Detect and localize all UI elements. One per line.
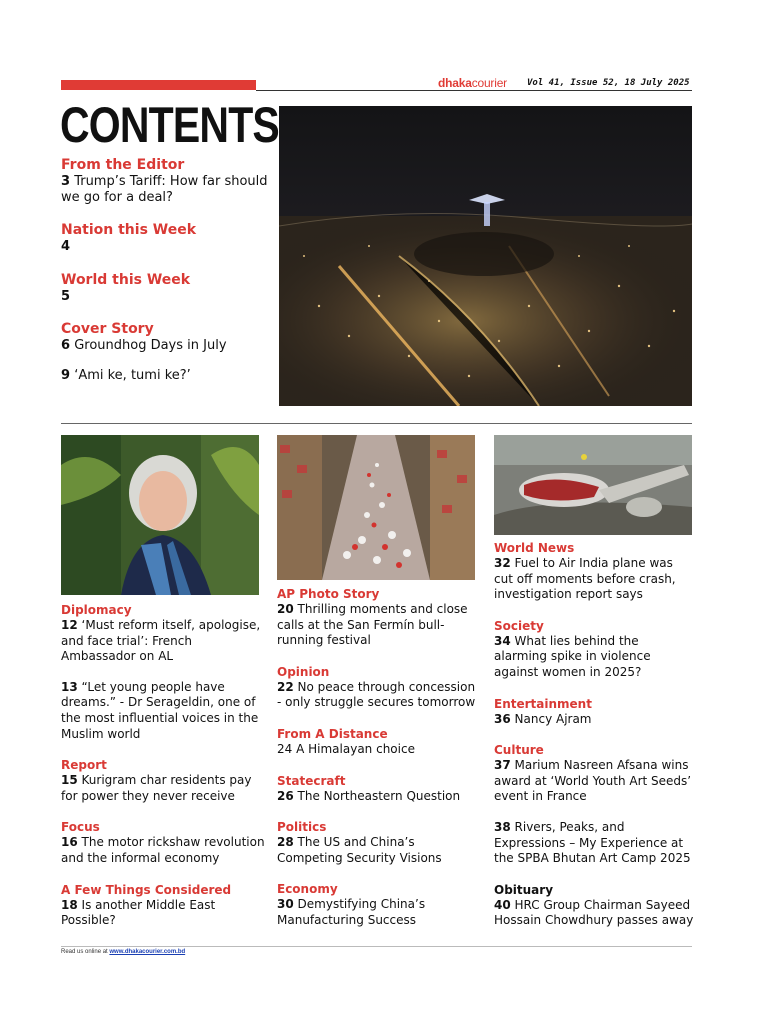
section-divider bbox=[61, 423, 692, 424]
page-title: CONTENTS bbox=[60, 97, 279, 153]
toc-item[interactable]: 12 ‘Must reform itself, apologise, and face trial’: French Ambassador on AL bbox=[61, 618, 261, 664]
section-heading-economy: Economy bbox=[277, 882, 338, 897]
section-heading-focus: Focus bbox=[61, 820, 100, 835]
section-from-editor bbox=[61, 156, 271, 205]
toc-item[interactable]: 5 bbox=[61, 288, 71, 304]
column-3 bbox=[494, 540, 694, 929]
toc-item[interactable]: 37 Marium Nasreen Afsana wins award at ‘World Youth Art Seeds’ event in France bbox=[494, 758, 692, 804]
toc-item[interactable]: 38 Rivers, Peaks, and Expressions – My Experience at the SPBA Bhutan Art Camp 2025 bbox=[494, 819, 691, 866]
section-cover-story bbox=[61, 320, 271, 383]
column-2 bbox=[277, 586, 482, 929]
toc-item[interactable]: 9 ‘Ami ke, tumi ke?’ bbox=[61, 367, 191, 383]
footer: Read us online at www.dhakacourier.com.bd bbox=[61, 949, 186, 955]
section-heading: World this Week bbox=[61, 271, 191, 288]
section-heading-world-news: World News bbox=[494, 541, 575, 555]
toc-item[interactable]: 6 Groundhog Days in July bbox=[61, 338, 227, 353]
toc-item[interactable]: 18 Is another Middle East Possible? bbox=[61, 897, 216, 928]
section-heading-opinion: Opinion bbox=[277, 664, 330, 679]
toc-item[interactable]: 40 HRC Group Chairman Sayeed Hossain Chowdhury passes away bbox=[494, 897, 694, 928]
toc-item[interactable]: 22 No peace through concession - only struggle secures tomorrow bbox=[277, 679, 476, 710]
section-heading-from-distance: From A Distance bbox=[277, 726, 388, 741]
toc-item[interactable]: 30 Demystifying China’s Manufacturing Success bbox=[277, 897, 426, 927]
diplomacy-photo bbox=[61, 435, 259, 595]
header-rule bbox=[256, 90, 692, 91]
toc-item[interactable]: 26 The Northeastern Question bbox=[277, 788, 461, 803]
cover-photo-night-city bbox=[279, 106, 692, 406]
toc-item[interactable]: 34 What lies behind the alarming spike in violence against women in 2025? bbox=[494, 633, 651, 679]
toc-item[interactable]: 13 “Let young people have dreams.” - Dr Serageldin, one of the most influential voices in the Muslim world bbox=[61, 679, 259, 741]
section-heading-culture: Culture bbox=[494, 743, 544, 758]
toc-item[interactable]: 3 Trump’s Tariff: How far should we go for a deal? bbox=[61, 174, 268, 205]
toc-item[interactable]: 28 The US and China’s Competing Security Visions bbox=[277, 835, 442, 865]
section-heading: Nation this Week bbox=[61, 222, 197, 238]
toc-item[interactable]: 20 Thrilling moments and close calls at the San Fermín bull-running festival bbox=[277, 602, 468, 648]
header-accent-bar bbox=[61, 80, 256, 90]
world-news-photo bbox=[494, 435, 692, 535]
section-heading: From the Editor bbox=[61, 157, 185, 173]
issue-info: Vol 41, Issue 52, 18 July 2025 bbox=[527, 78, 690, 88]
section-heading-entertainment: Entertainment bbox=[494, 696, 592, 711]
section-heading-few-things: A Few Things Considered bbox=[61, 882, 232, 897]
toc-item[interactable]: 4 bbox=[61, 239, 71, 254]
ap-photo-story-photo bbox=[277, 435, 475, 580]
section-heading-obituary: Obituary bbox=[494, 882, 554, 897]
toc-item[interactable]: 36 Nancy Ajram bbox=[494, 711, 592, 726]
section-heading-report: Report bbox=[61, 758, 107, 773]
section-heading-ap-photo: AP Photo Story bbox=[277, 587, 380, 601]
section-heading-statecraft: Statecraft bbox=[277, 773, 346, 788]
section-world-week bbox=[61, 271, 271, 305]
section-nation-week bbox=[61, 221, 271, 255]
toc-item[interactable]: 24 A Himalayan choice bbox=[277, 741, 415, 756]
section-heading-society: Society bbox=[494, 618, 544, 633]
toc-item[interactable]: 16 The motor rickshaw revolution and the informal economy bbox=[61, 835, 265, 865]
section-heading: Cover Story bbox=[61, 321, 154, 337]
toc-item[interactable]: 32 Fuel to Air India plane was cut off moments before crash, investigation report says bbox=[494, 556, 676, 602]
column-1 bbox=[61, 602, 266, 929]
brand-logo: dhakacourier bbox=[438, 76, 507, 90]
section-heading-politics: Politics bbox=[277, 820, 327, 835]
section-heading-diplomacy: Diplomacy bbox=[61, 603, 132, 617]
website-link[interactable]: www.dhakacourier.com.bd bbox=[109, 949, 186, 955]
top-sections bbox=[61, 156, 271, 383]
toc-item[interactable]: 15 Kurigram char residents pay for power they never receive bbox=[61, 773, 252, 803]
footer-rule bbox=[61, 946, 692, 947]
